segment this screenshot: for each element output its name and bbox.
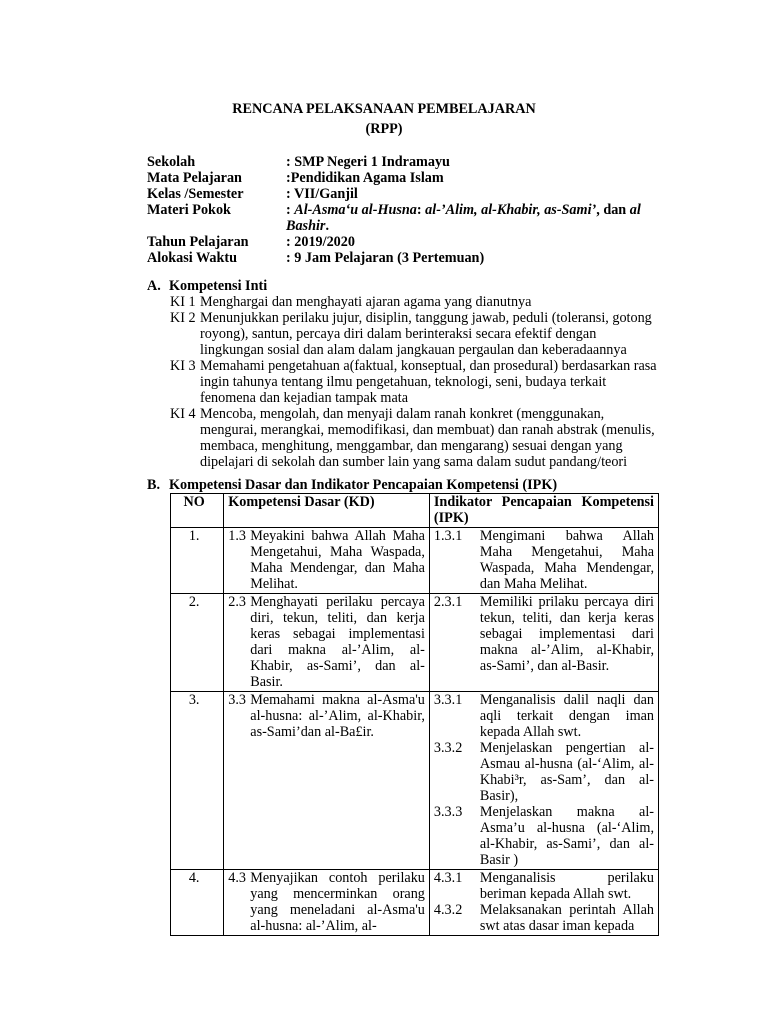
- kd-number: 4.3: [228, 870, 246, 886]
- ki-item: [170, 294, 660, 310]
- table-header-row: [171, 494, 659, 528]
- identity-row-alokasi: [147, 250, 667, 266]
- ipk-number: 1.3.1: [433, 528, 463, 544]
- value-italic: Al-Asma‘u al-Husna: [294, 202, 417, 218]
- kd-text: Menghayati perilaku percaya diri, tekun, teliti, dan kerja keras sebagai implementasi dari makna al-’Alim, al-Khabir, as-Sami’, dan al-Basir.: [250, 594, 425, 690]
- kd-number: 3.3: [228, 692, 246, 708]
- ipk-text: Menjelaskan pengertian al-Asmau al-husna (al-‘Alim, al-Khabi³r, as-Sam’, dan al-Basir),: [479, 740, 654, 804]
- value-mid: :: [416, 202, 426, 218]
- kd-text: Memahami makna al-Asma'u al-husna: al-’Alim, al-Khabir, as-Sami’dan al-Ba£ir.: [250, 692, 425, 740]
- kd-text: Meyakini bahwa Allah Maha Mengetahui, Maha Waspada, Maha Mendengar, dan Maha Melihat.: [250, 528, 425, 592]
- ki-text: Menghargai dan menghayati ajaran agama yang dianutnya: [200, 294, 532, 310]
- ipk-text: Menganalisis dalil naqli dan aqli terkait dengan iman kepada Allah swt.: [479, 692, 654, 740]
- value-end: .: [325, 218, 329, 234]
- kd-cell: [224, 692, 430, 870]
- identity-row-kelas: [147, 186, 667, 202]
- kd-number: 1.3: [228, 528, 246, 544]
- section-title: Kompetensi Inti: [169, 278, 268, 294]
- ipk-text: Menjelaskan makna al-Asma’u al-husna (al-‘Alim, al-Khabir, as-Sami’, dan al-Basir ): [479, 804, 654, 868]
- document-subtitle: (RPP): [365, 121, 403, 137]
- ipk-text: Melaksanakan perintah Allah swt atas dasar iman kepada: [479, 902, 654, 934]
- identity-value: : 9 Jam Pelajaran (3 Pertemuan): [286, 250, 485, 266]
- identity-value: : VII/Ganjil: [286, 186, 358, 202]
- ipk-number: 4.3.2: [433, 902, 463, 918]
- value-mid-2: , dan: [596, 202, 630, 218]
- ipk-cell: [429, 594, 658, 692]
- identity-row-tahun: [147, 234, 667, 250]
- ki-number: KI 2: [170, 310, 196, 326]
- identity-value: : 2019/2020: [286, 234, 355, 250]
- identity-label: Tahun Pelajaran: [147, 234, 249, 250]
- identity-value: : SMP Negeri 1 Indramayu: [286, 154, 450, 170]
- row-number: 1.: [171, 528, 224, 594]
- row-number: 4.: [171, 870, 224, 936]
- row-number: 3.: [171, 692, 224, 870]
- identity-label: Alokasi Waktu: [147, 250, 238, 266]
- identity-value: :Pendidikan Agama Islam: [286, 170, 444, 186]
- ipk-number: 3.3.2: [433, 740, 463, 756]
- kd-text: Menyajikan contoh perilaku yang mencerminkan orang yang meneladani al-Asma'u al-husna: al-’Alim, al-: [250, 870, 425, 934]
- value-prefix: :: [286, 202, 295, 218]
- ki-number: KI 4: [170, 406, 196, 422]
- row-number: 2.: [171, 594, 224, 692]
- ipk-cell: [429, 528, 658, 594]
- ki-item: [170, 310, 660, 358]
- kd-cell: [224, 870, 430, 936]
- kd-cell: [224, 528, 430, 594]
- header-kd: Kompetensi Dasar (KD): [224, 494, 430, 528]
- ipk-number: 2.3.1: [433, 594, 463, 610]
- table-row: [171, 692, 659, 870]
- section-letter: B.: [147, 477, 161, 493]
- ki-text: Mencoba, mengolah, dan menyaji dalam ranah konkret (menggunakan, mengurai, merangkai, memodifikasi, dan membuat) dan ranah abstrak (menulis, membaca, menghitung, menggambar, dan mengarang) sesuai dengan yang dipelajari di sekolah dan sumber lain yang sama dalam sudut pandang/teori: [200, 406, 655, 470]
- ipk-cell: [429, 692, 658, 870]
- ipk-number: 3.3.1: [433, 692, 463, 708]
- section-title: Kompetensi Dasar dan Indikator Pencapaian Kompetensi (IPK): [169, 477, 558, 493]
- ipk-cell: [429, 870, 658, 936]
- ipk-text: Menganalisis perilaku beriman kepada Allah swt.: [479, 870, 654, 902]
- identity-label: Kelas /Semester: [147, 186, 244, 202]
- header-no: NO: [171, 494, 224, 528]
- section-letter: A.: [147, 278, 161, 294]
- kd-number: 2.3: [228, 594, 246, 610]
- value-italic-3: al Bashir: [286, 202, 641, 234]
- ki-text: Menunjukkan perilaku jujur, disiplin, tanggung jawab, peduli (toleransi, gotong royong), santun, percaya diri dalam berinteraksi secara efektif dengan lingkungan sosial dan alam dalam jangkauan pergaulan dan keberadaannya: [200, 310, 652, 358]
- table-row: [171, 528, 659, 594]
- identity-label: Mata Pelajaran: [147, 170, 242, 186]
- ki-text: Memahami pengetahuan a(faktual, konseptual, dan prosedural) berdasarkan rasa ingin tahunya tentang ilmu pengetahuan, teknologi, seni, budaya terkait fenomena dan kejadian tampak mata: [200, 358, 657, 406]
- value-italic-2: al-’Alim, al-Khabir, as-Sami’: [425, 202, 597, 218]
- kompetensi-inti-list: [170, 294, 660, 470]
- ipk-text: Mengimani bahwa Allah Maha Mengetahui, Maha Waspada, Maha Mendengar, dan Maha Melihat.: [479, 528, 654, 592]
- identity-label: Materi Pokok: [147, 202, 231, 218]
- ipk-text: Memiliki prilaku percaya diri tekun, teliti, dan kerja keras sebagai implementasi dari makna al-’Alim, al-Khabir, as-Sami’, dan al-Basir.: [479, 594, 654, 674]
- ipk-number: 4.3.1: [433, 870, 463, 886]
- ki-item: [170, 406, 660, 470]
- table-row: [171, 594, 659, 692]
- identity-value: [286, 202, 646, 234]
- kd-cell: [224, 594, 430, 692]
- table-row: [171, 870, 659, 936]
- ki-number: KI 1: [170, 294, 196, 310]
- identity-row-sekolah: [147, 154, 667, 170]
- identity-block: [147, 154, 667, 266]
- document-title: RENCANA PELAKSANAAN PEMBELAJARAN: [232, 101, 536, 117]
- ipk-number: 3.3.3: [433, 804, 463, 820]
- ki-item: [170, 358, 660, 406]
- identity-label: Sekolah: [147, 154, 196, 170]
- header-ipk: Indikator Pencapaian Kompetensi (IPK): [429, 494, 658, 528]
- identity-row-mapel: [147, 170, 667, 186]
- kd-ipk-table: [170, 493, 659, 936]
- ki-number: KI 3: [170, 358, 196, 374]
- section-a-heading: [147, 278, 267, 294]
- identity-row-materi: [147, 202, 667, 234]
- section-b-heading: [147, 477, 557, 493]
